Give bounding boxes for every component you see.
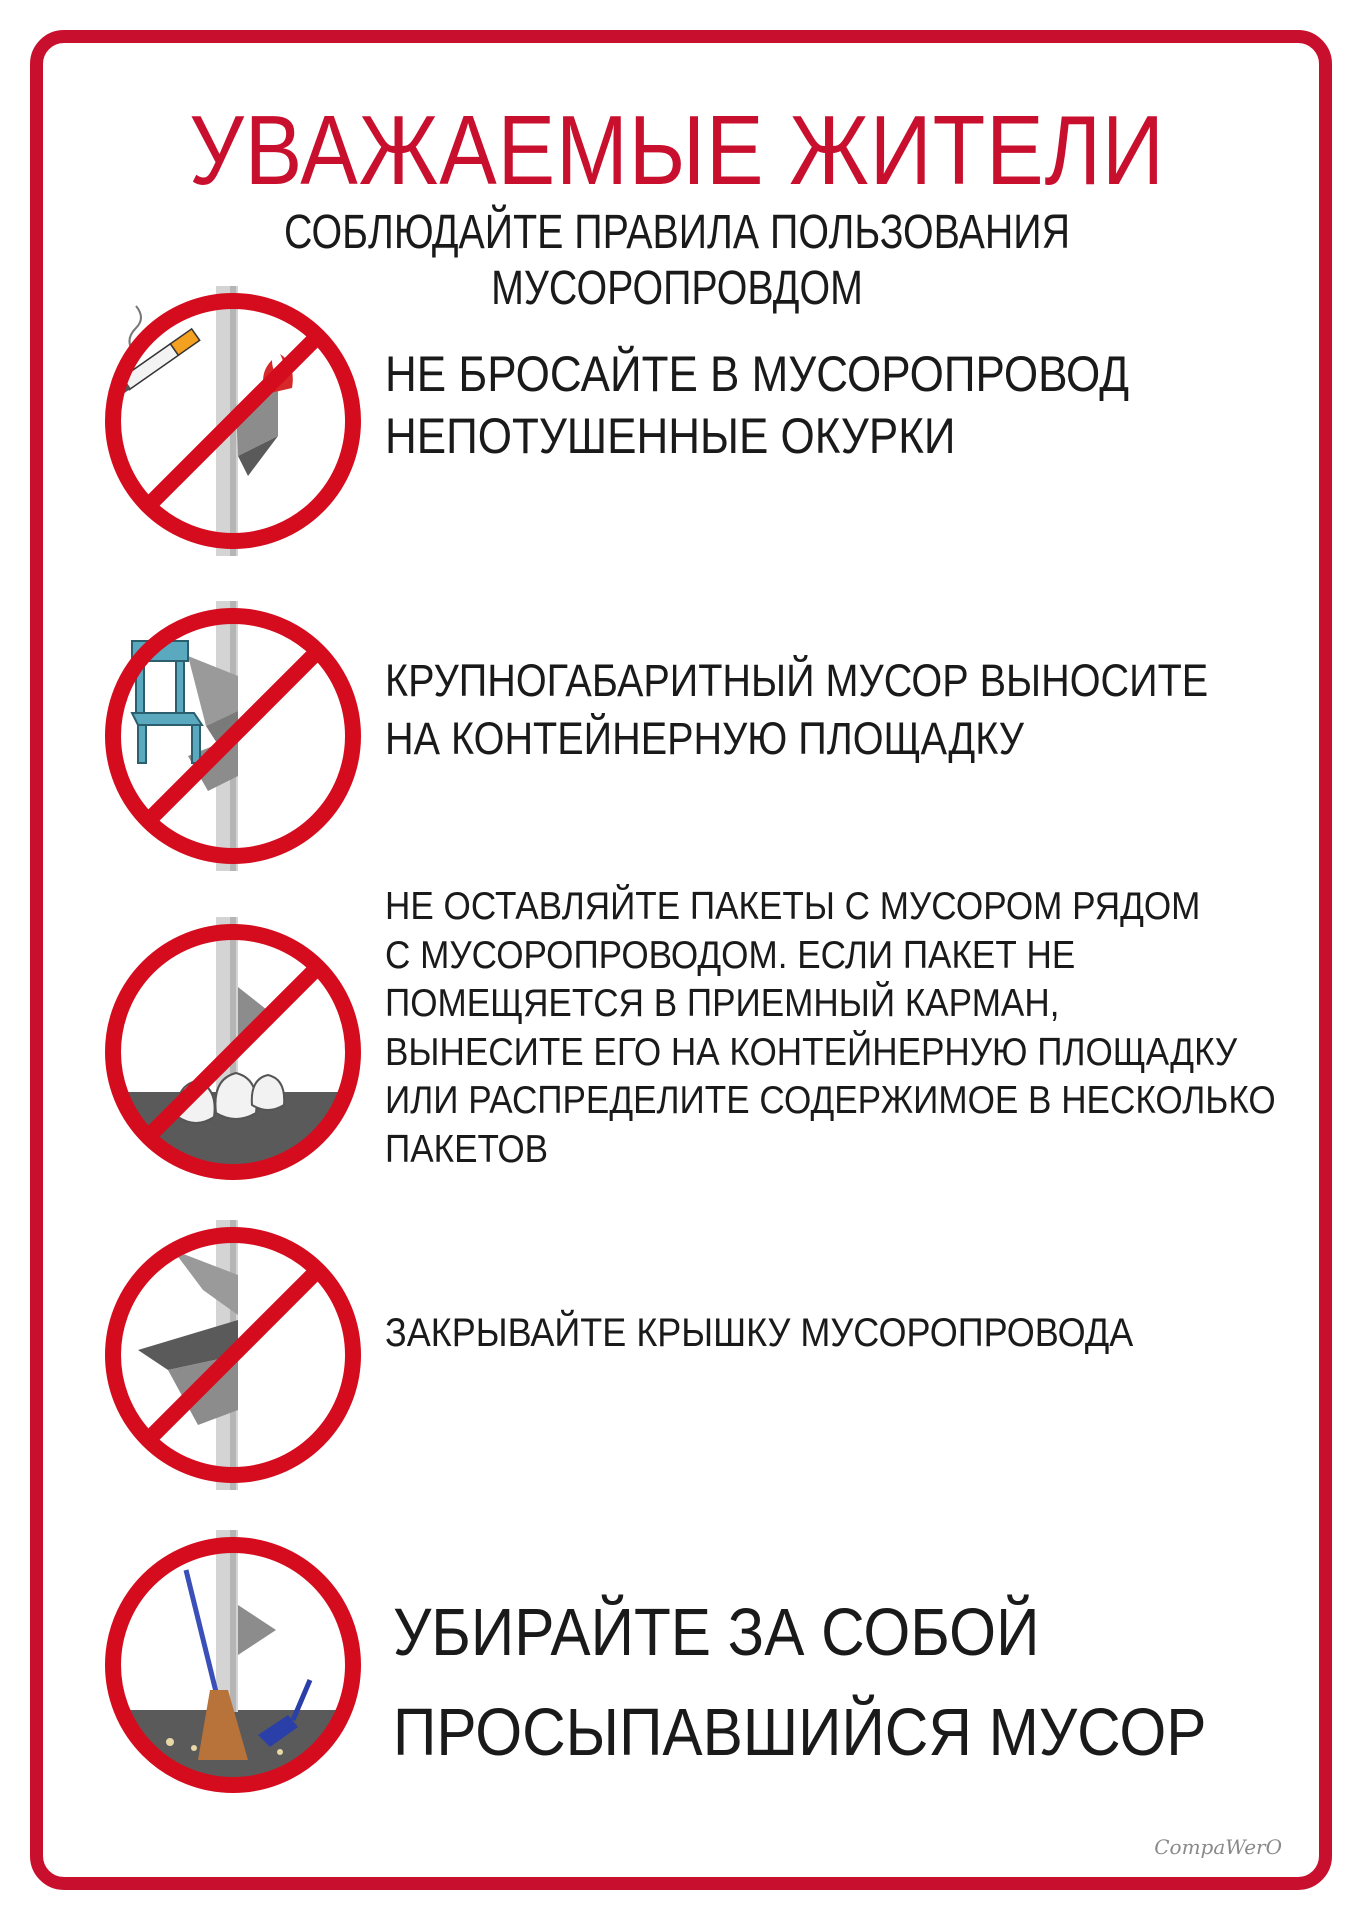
no-bulky-waste-icon: [98, 601, 368, 871]
no-bags-near-chute-icon: [98, 917, 368, 1187]
page-title: УВАЖАЕМЫЕ ЖИТЕЛИ: [189, 95, 1165, 205]
watermark-signature: CompaWerO: [1154, 1835, 1282, 1859]
clean-up-after-yourself-icon: [98, 1530, 368, 1800]
rule-3-text: НЕ ОСТАВЛЯЙТЕ ПАКЕТЫ С МУСОРОМ РЯДОМ С МУСОРОПРОВОДОМ. ЕСЛИ ПАКЕТ НЕ ПОМЕЩЯЕТСЯ В ПРИЕМНЫЙ КАРМАН, ВЫНЕСИТЕ ЕГО НА КОНТЕЙНЕРНУЮ ПЛОЩАДКУ ИЛИ РАСПРЕДЕЛИТЕ СОДЕРЖИМОЕ В НЕСКОЛЬКО ПАКЕТОВ: [385, 885, 1276, 1171]
no-open-lid-icon: [98, 1220, 368, 1490]
rule-2-text: КРУПНОГАБАРИТНЫЙ МУСОР ВЫНОСИТЕ НА КОНТЕЙНЕРНУЮ ПЛОЩАДКУ: [385, 655, 1209, 764]
rule-5-text: УБИРАЙТЕ ЗА СОБОЙ ПРОСЫПАВШИЙСЯ МУСОР: [393, 1595, 1207, 1770]
page-subtitle: СОБЛЮДАЙТЕ ПРАВИЛА ПОЛЬЗОВАНИЯ МУСОРОПРОВДОМ: [284, 206, 1070, 315]
no-cigarette-butts-icon: [98, 286, 368, 556]
rule-1-text: НЕ БРОСАЙТЕ В МУСОРОПРОВОД НЕПОТУШЕННЫЕ ОКУРКИ: [385, 346, 1130, 464]
rule-4-text: ЗАКРЫВАЙТЕ КРЫШКУ МУСОРОПРОВОДА: [385, 1311, 1134, 1355]
